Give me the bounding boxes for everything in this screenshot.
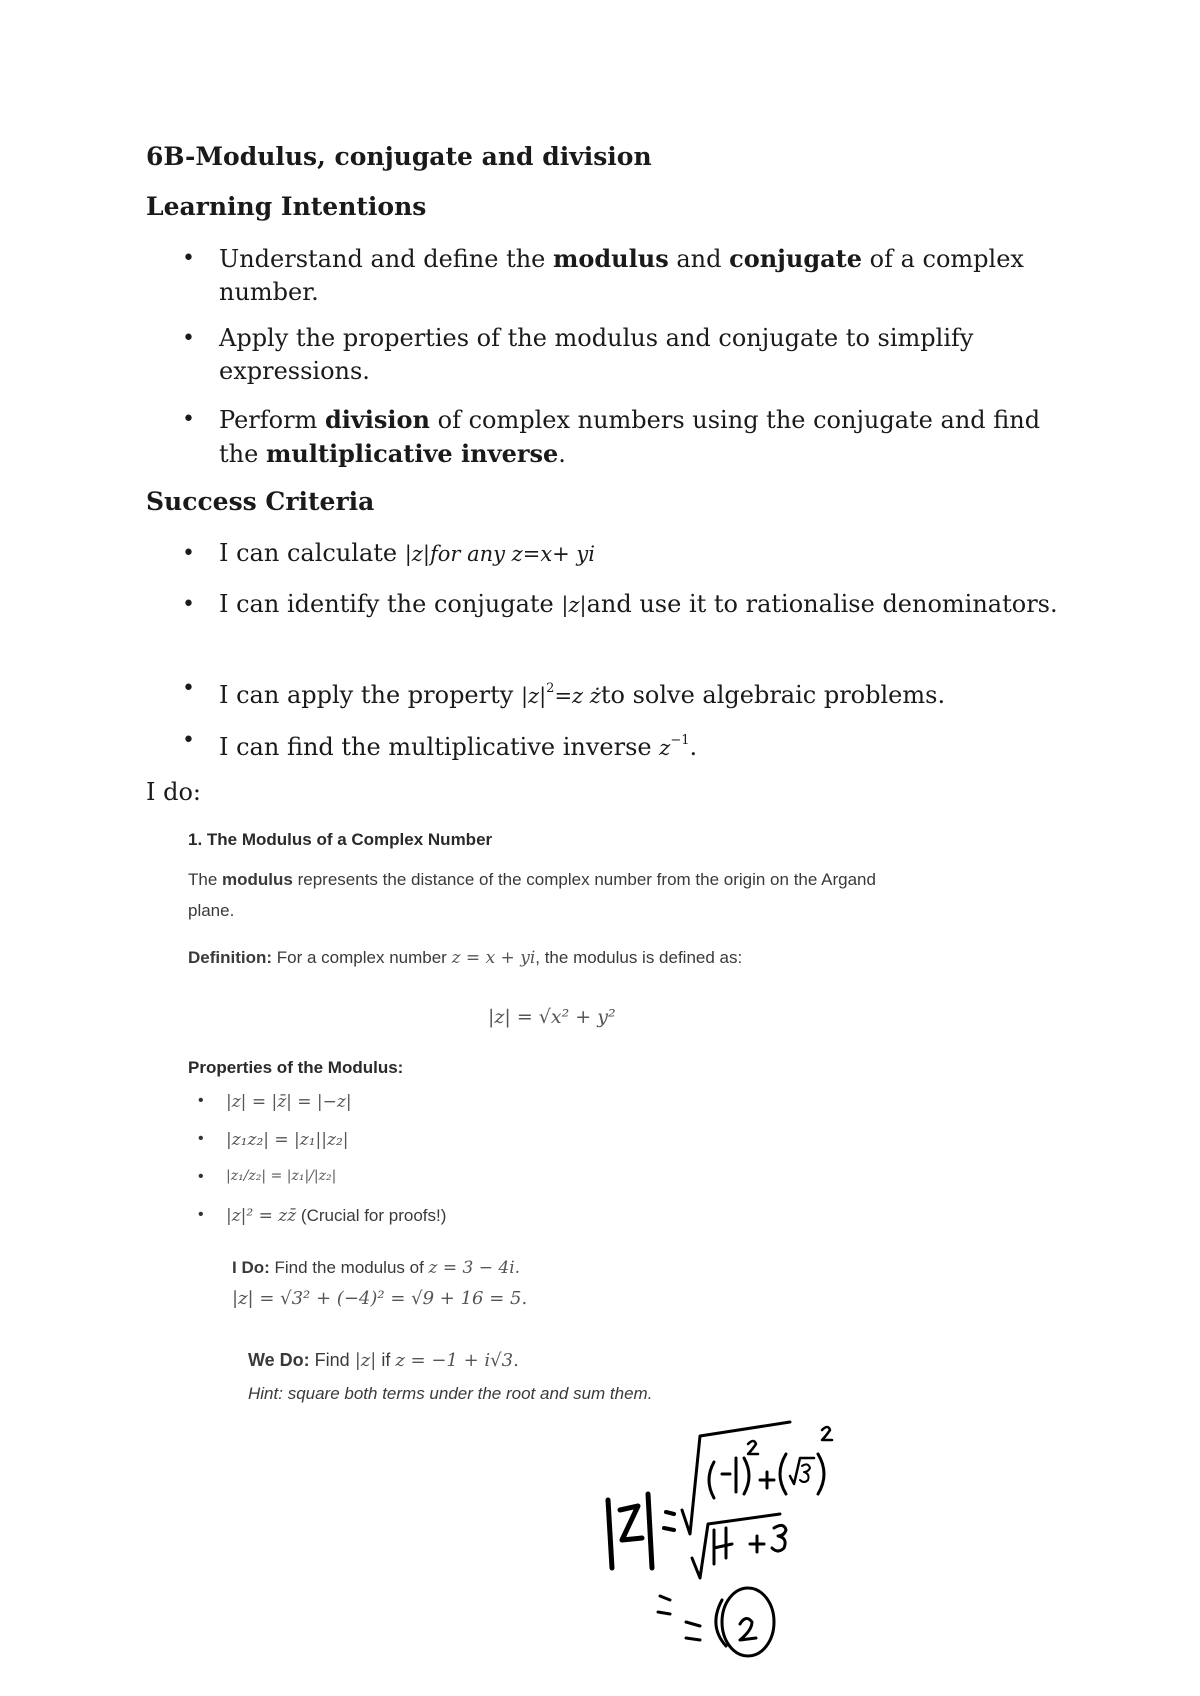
- hand-stroke: [780, 1454, 786, 1494]
- bullet-icon: •: [182, 407, 195, 432]
- screenshot-intro: The modulus represents the distance of the complex number from the origin on the Argand plane.: [188, 870, 876, 920]
- hand-stroke: [692, 1514, 780, 1578]
- hand-stroke: [658, 1596, 670, 1614]
- hand-stroke: [772, 1525, 786, 1551]
- answer-circle: [722, 1588, 774, 1656]
- bullet-icon: •: [198, 1168, 204, 1185]
- hand-stroke: [664, 1512, 674, 1530]
- hand-stroke: [740, 1618, 756, 1640]
- screenshot-title: 1. The Modulus of a Complex Number: [188, 830, 493, 849]
- hand-stroke: [714, 1528, 732, 1564]
- success-criterion-item: • I can find the multiplicative inverse $z^{-1}$.: [146, 724, 1076, 765]
- hand-stroke: [800, 1464, 810, 1482]
- hand-stroke: [744, 1458, 749, 1494]
- screenshot-definition: Definition: For a complex number z = x + yi, the modulus is defined as:: [188, 948, 743, 968]
- bullet-icon: •: [198, 1130, 204, 1147]
- modulus-formula: |z| = √x² + y²: [488, 1006, 616, 1028]
- page-title: 6B-Modulus, conjugate and division: [146, 142, 652, 171]
- bullet-icon: •: [182, 541, 195, 566]
- hand-stroke: [686, 1622, 700, 1640]
- i-do-label: I do:: [146, 778, 202, 806]
- bullet-icon: •: [182, 592, 195, 617]
- learning-intention-item: • Understand and define the modulus and conjugate of a complex number.: [182, 244, 1024, 306]
- success-criteria-title: Success Criteria: [146, 487, 375, 516]
- hand-stroke: [748, 1441, 758, 1454]
- hand-stroke: [760, 1472, 774, 1488]
- we-do-example: We Do: Find |z| if z = −1 + i√3.: [248, 1350, 519, 1371]
- success-criterion-item: • I can identify the conjugate |z|and use it to rationalise denominators.: [146, 588, 1076, 622]
- hand-stroke: [750, 1536, 764, 1552]
- bullet-icon: •: [182, 728, 195, 753]
- properties-title: Properties of the Modulus:: [188, 1058, 404, 1077]
- hand-stroke: [790, 1458, 814, 1484]
- hand-stroke: [620, 1506, 642, 1540]
- bullet-icon: •: [198, 1092, 204, 1109]
- success-criterion-item: • I can apply the property $|z|^2=z$ żto solve algebraic problems.: [146, 672, 1076, 713]
- learning-intention-item: • Apply the properties of the modulus and conjugate to simplify expressions.: [182, 324, 974, 385]
- success-criterion-item: • I can calculate |z|for any z=x+ yi: [146, 537, 1076, 571]
- i-do-working: |z| = √3² + (−4)² = √9 + 16 = 5.: [232, 1288, 528, 1309]
- i-do-example: I Do: Find the modulus of z = 3 − 4i.: [232, 1258, 521, 1278]
- handwritten-working: [590, 1400, 890, 1660]
- bullet-icon: •: [182, 676, 195, 701]
- hand-stroke: [648, 1494, 652, 1568]
- learning-intention-item: • Perform division of complex numbers using the conjugate and find the multiplicative inverse.: [182, 405, 1041, 468]
- hand-stroke: [818, 1454, 824, 1494]
- hand-stroke: [608, 1500, 612, 1568]
- learning-intentions-title: Learning Intentions: [146, 192, 427, 221]
- hand-stroke: [709, 1462, 714, 1498]
- hand-stroke: [822, 1427, 832, 1440]
- hint-text: Hint: square both terms under the root and sum them.: [248, 1384, 653, 1403]
- bullet-icon: •: [198, 1206, 204, 1223]
- properties-list: • |z| = |z̄| = |−z| • |z₁z₂| = |z₁||z₂| • |z₁/z₂| = |z₁|/|z₂| • |z|² = zz̄ (Crucial for proofs!): [198, 1092, 447, 1226]
- bullet-icon: •: [182, 326, 195, 351]
- bullet-icon: •: [182, 246, 195, 271]
